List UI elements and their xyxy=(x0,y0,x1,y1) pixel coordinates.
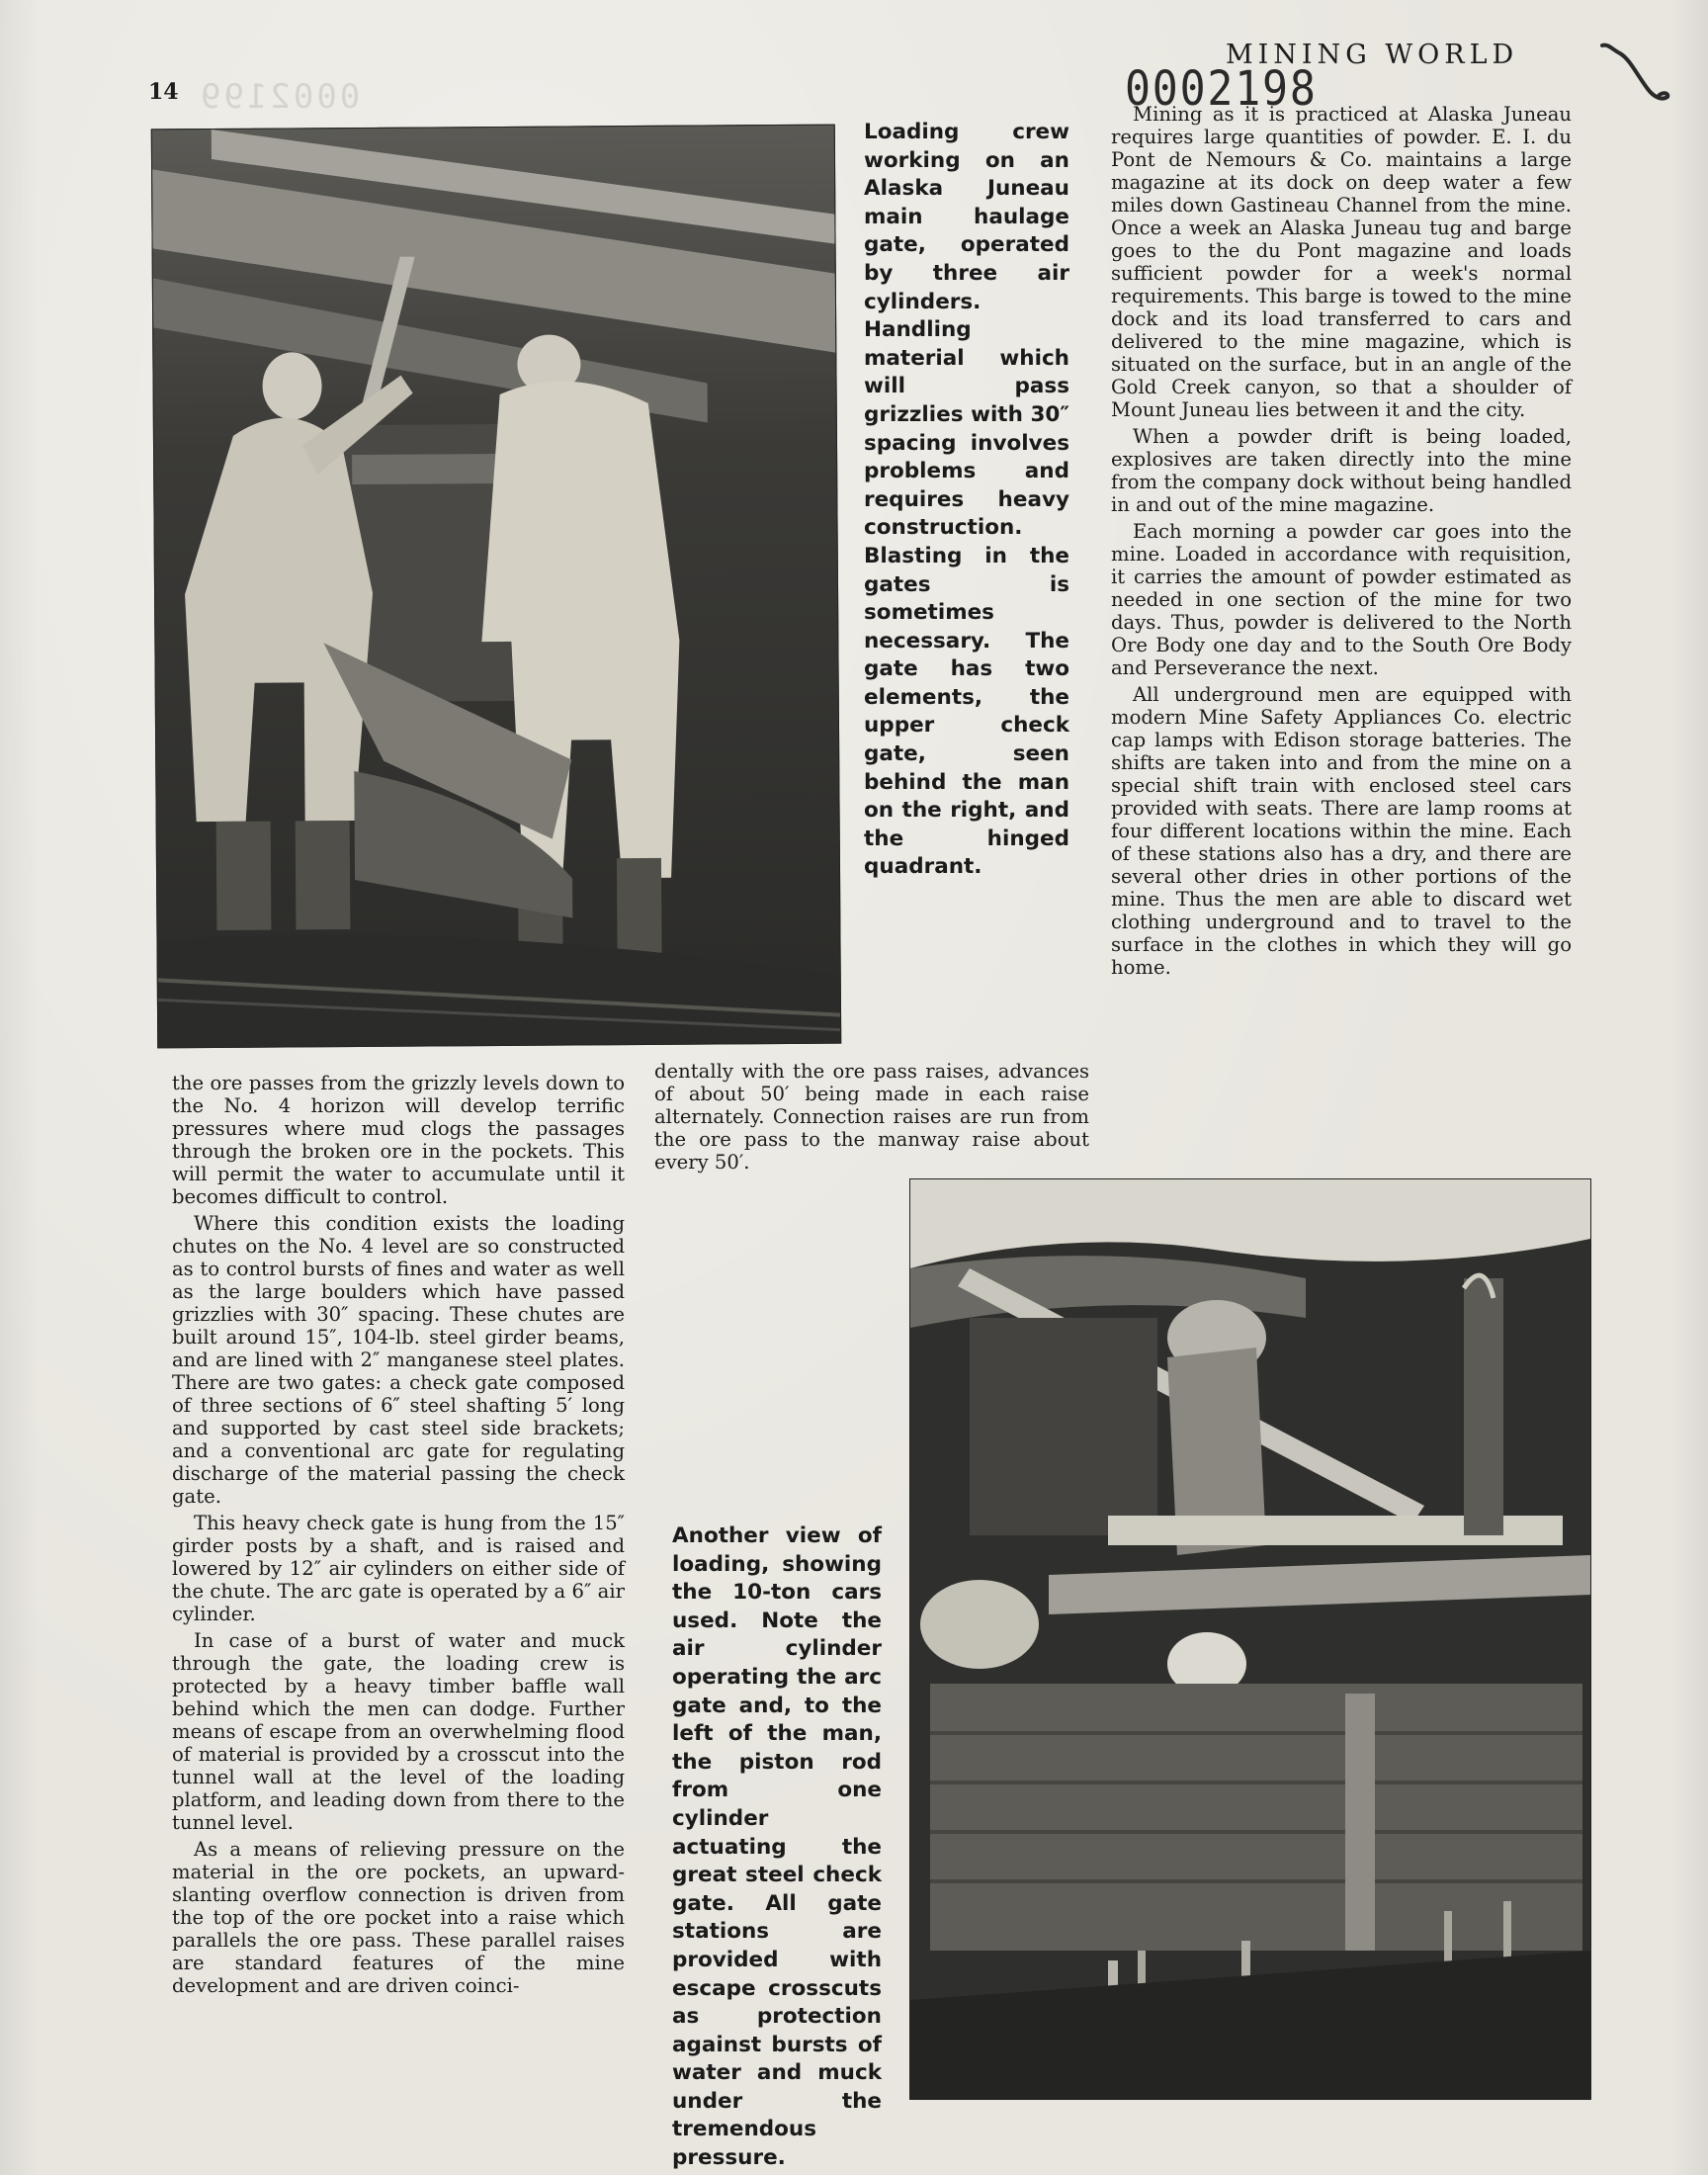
bottom-photo-caption xyxy=(672,1522,882,2173)
paragraph: As a means of relieving pressure on the material in the ore pockets, an upward-slanting overflow connection is driven from the top of the ore pocket into a raise which parallels the ore pass. These parallel raises are standard features of the mine development and are driven coinci- xyxy=(172,1838,625,1997)
top-photo-caption xyxy=(864,119,1069,882)
paragraph: the ore passes from the grizzly levels down to the No. 4 horizon will develop terrific pressures where mud clogs the passages through the broken ore in the pockets. This will permit the water to accumulate until it becomes difficult to control. xyxy=(172,1072,625,1208)
caption-text: Loading crew working on an Alaska Juneau main haulage gate, operated by three air cylinders. Handling material which will pass grizzlies with 30″ spacing involves problems and requires heavy construction. Blasting in the gates is sometimes necessary. The gate has two elements, the upper check gate, seen behind the man on the right, and the hinged quadrant. xyxy=(864,120,1069,880)
paragraph: dentally with the ore pass raises, advances of about 50′ being made in each raise alternately. Connection raises are run from the ore pass to the manway raise about every 50′. xyxy=(654,1060,1089,1174)
loading-cars-photo xyxy=(909,1178,1591,2100)
loading-crew-photo xyxy=(151,125,841,1049)
paragraph: Each morning a powder car goes into the mine. Loaded in accordance with requisition, it carries the amount of powder estimated as needed in one section of the mine for two days. Thus, powder is delivered to the North Ore Body one day and to the South Ore Body and Perseverance the next. xyxy=(1111,520,1572,679)
paragraph: In case of a burst of water and muck through the gate, the loading crew is protected by a heavy timber baffle wall behind which the men can dodge. Further means of escape from an overwhelming flood of material is provided by a crosscut into the tunnel wall at the level of the loading platform, and leading down from there to the tunnel level. xyxy=(172,1629,625,1834)
left-column-text xyxy=(172,1072,625,2001)
magazine-masthead: MINING WORLD xyxy=(1226,40,1519,70)
ghost-stamp-number: 0002199 xyxy=(198,77,361,117)
paragraph: This heavy check gate is hung from the 15″ girder posts by a shaft, and is raised and lowered by 12″ air cylinders on either side of the chute. The arc gate is operated by a 6″ air cylinder. xyxy=(172,1512,625,1625)
pen-mark-icon xyxy=(1596,40,1675,119)
paragraph: Mining as it is practiced at Alaska Juneau requires large quantities of powder. E. I. du Pont de Nemours & Co. maintains a large magazine at its dock on deep water a few miles down Gastineau Channel from the mine. Once a week an Alaska Juneau tug and barge goes to the du Pont magazine and loads sufficient powder for a week's normal requirements. This barge is towed to the mine dock and its load transferred to cars and delivered to the mine magazine, which is situated on the surface, but in an angle of the Gold Creek canyon, so that a shoulder of Mount Juneau lies between it and the city. xyxy=(1111,103,1572,421)
caption-text: Another view of loading, showing the 10-ton cars used. Note the air cylinder operating the arc gate and, to the left of the man, the piston rod from one cylinder actuating the great steel check gate. All gate stations are provided with escape crosscuts as protection against bursts of water and muck under the tremendous pressure. xyxy=(672,1523,882,2171)
archive-stamp-number: 0002198 xyxy=(1125,61,1318,117)
page-number: 14 xyxy=(148,79,179,105)
right-column-text xyxy=(1111,103,1572,983)
paragraph: Where this condition exists the loading chutes on the No. 4 level are so constructed as to control bursts of fines and water as well as the large boulders which have passed grizzlies with 30″ spacing. These chutes are built around 15″, 104-lb. steel girder beams, and are lined with 2″ manganese steel plates. There are two gates: a check gate composed of three sections of 6″ steel shafting 5′ long and supported by cast steel side brackets; and a conventional arc gate for regulating discharge of the material passing the check gate. xyxy=(172,1212,625,1508)
middle-column-text xyxy=(654,1060,1089,1177)
paragraph: All underground men are equipped with modern Mine Safety Appliances Co. electric cap lamps with Edison storage batteries. The shifts are taken into and from the mine on a special shift train with enclosed steel cars provided with seats. There are lamp rooms at four different locations within the mine. Each of these stations also has a dry, and there are several other dries in other portions of the mine. Thus the men are able to discard wet clothing underground and to travel to the surface in the clothes in which they will go home. xyxy=(1111,683,1572,979)
paragraph: When a powder drift is being loaded, explosives are taken directly into the mine from the company dock without being handled in and out of the mine magazine. xyxy=(1111,425,1572,516)
